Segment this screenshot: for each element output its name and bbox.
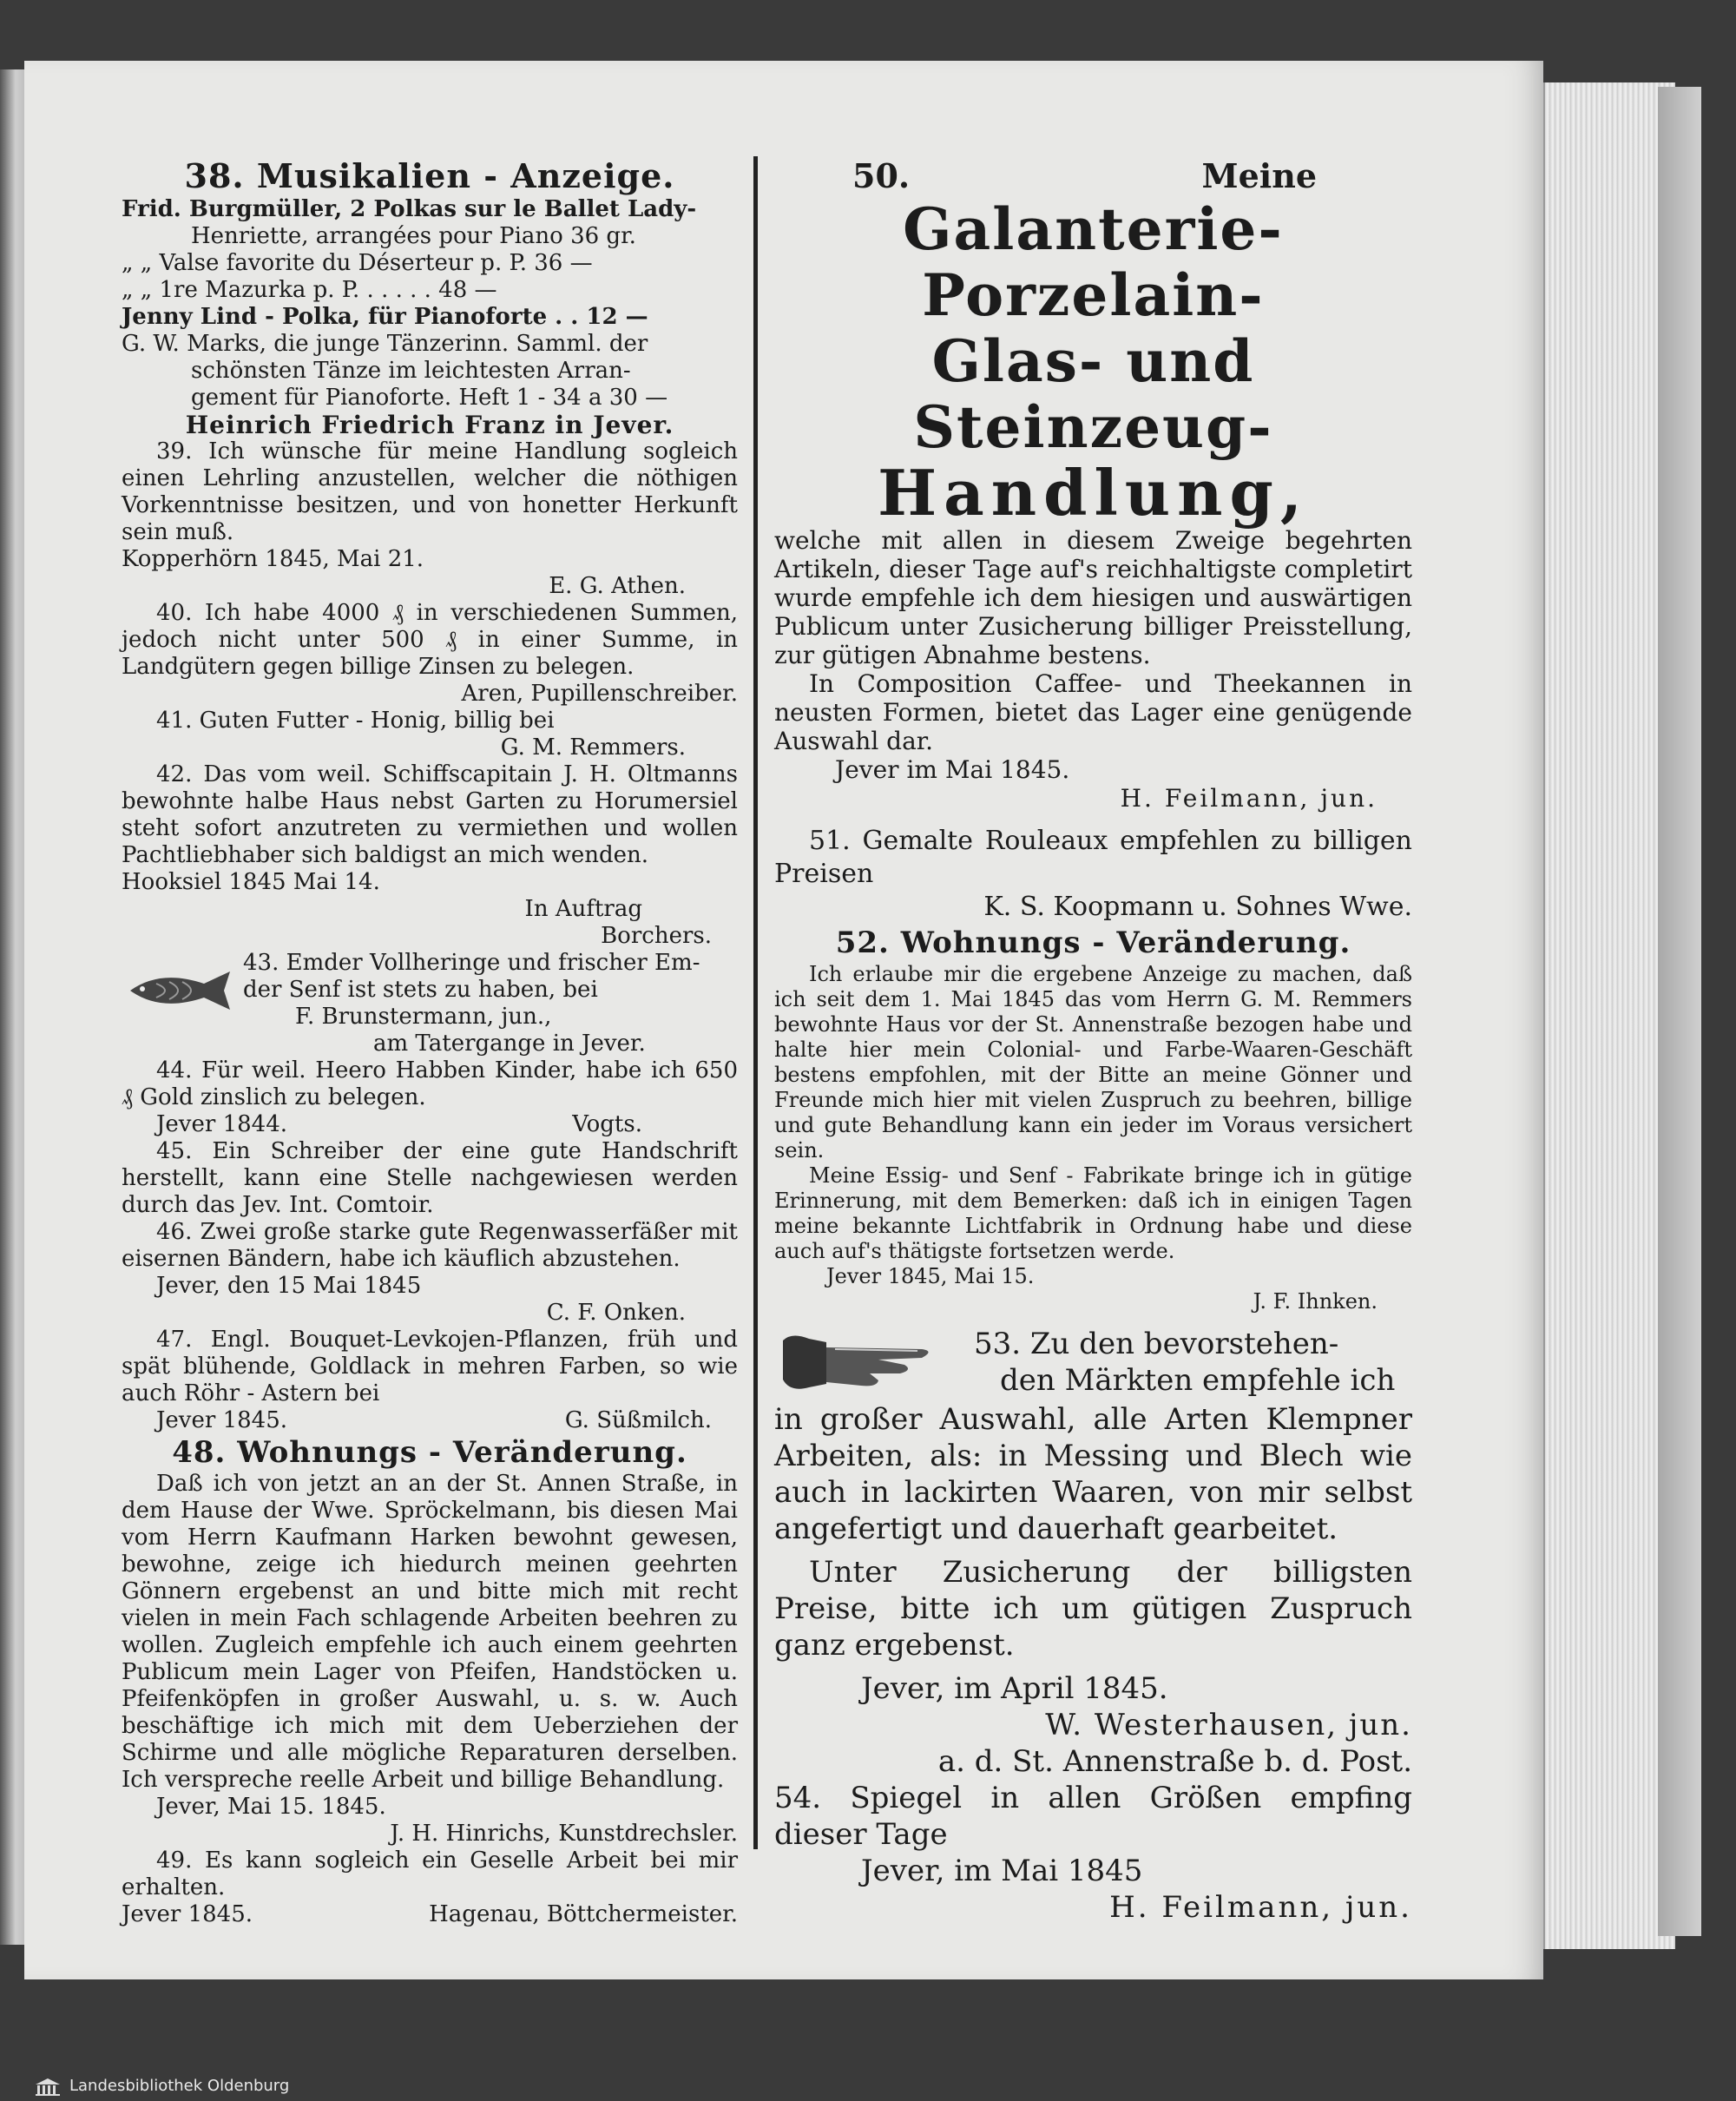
ad-54-signature: H. Feilmann, jun. <box>1109 1890 1412 1925</box>
ad-52-signature: J. F. Ihnken. <box>1253 1289 1378 1314</box>
ad-53-line-2: den Märkten empfehle ich <box>1000 1363 1396 1398</box>
ad-54-place: Jever, im Mai 1845 <box>861 1854 1143 1888</box>
book-spine-left <box>0 69 26 1945</box>
ad-50-text-2: In Composition Caffee- und Theekannen in neusten Formen, bietet das Lager eine genügende Auswahl dar. <box>774 669 1412 755</box>
ad-50-title-1: Galanterie-Porzelain- <box>903 195 1284 329</box>
ad-53-text: in großer Auswahl, alle Arten Klempner Arbeiten, als: in Messing und Blech wie auch in lackirten Waaren, von mir selbst angefertigt und dauerhaft gearbeitet. <box>774 1402 1412 1546</box>
ad-38-heading: 38. Musikalien - Anzeige. <box>184 156 675 195</box>
footer-library-name: Landesbibliothek Oldenburg <box>69 2077 290 2095</box>
ad-53-signature-2: a. d. St. Annenstraße b. d. Post. <box>937 1744 1412 1779</box>
ad-44-place: Jever 1844. <box>156 1111 288 1137</box>
ad-53-block <box>774 1323 1412 1401</box>
ad-38-line-2: Henriette, arrangées pour Piano 36 gr. <box>191 223 636 249</box>
ad-39-place: Kopperhörn 1845, Mai 21. <box>122 546 424 572</box>
ad-41-text: 41. Guten Futter - Honig, billig bei <box>156 708 555 734</box>
ad-53-text-2: Unter Zusicherung der billigsten Preise, bitte ich um gütigen Zuspruch ganz ergebenst. <box>774 1555 1412 1663</box>
ad-42-place: Hooksiel 1845 Mai 14. <box>122 869 380 895</box>
ad-49-place: Jever 1845. <box>122 1901 253 1927</box>
ad-50-word: Meine <box>1201 156 1317 195</box>
ad-42-signature-1: In Auftrag <box>524 896 642 922</box>
ad-49-signature: Hagenau, Böttchermeister. <box>429 1901 738 1927</box>
ad-38-signature: Heinrich Friedrich Franz in Jever. <box>185 411 674 439</box>
ad-53-place: Jever, im April 1845. <box>861 1671 1168 1706</box>
ad-44-footer <box>122 1111 738 1138</box>
column-rule <box>753 156 758 1849</box>
ad-38-line-3: „ „ Valse favorite du Déserteur p. P. 36 — <box>122 250 593 276</box>
ad-52-place: Jever 1845, Mai 15. <box>826 1264 1035 1288</box>
ad-50-number: 50. <box>852 156 911 195</box>
left-column <box>122 156 738 1928</box>
ad-42-text: 42. Das vom weil. Schiffscapitain J. H. Oltmanns bewohnte halbe Haus nebst Garten zu Horumersiel steht sofort anzutreten zu vermiethen und wollen Pachtliebhaber sich baldigst an mich wenden. <box>122 761 738 868</box>
ad-46-text: 46. Zwei große starke gute Regenwasserfäßer mit eisernen Bändern, habe ich käuflich abzustehen. <box>122 1219 738 1272</box>
ad-47-text: 47. Engl. Bouquet-Levkojen-Pflanzen, früh und spät blühende, Goldlack in mehren Farben, so wie auch Röhr - Astern bei <box>122 1327 738 1406</box>
ad-52-text-2: Meine Essig- und Senf - Fabrikate bringe ich in gütige Erinnerung, mit dem Bemerken: daß ich in einigen Tagen meine bekannte Lichtfabrik in Ordnung habe und diese auch auf's thätigste fortsetzen werde. <box>774 1163 1412 1263</box>
right-column <box>774 156 1412 1926</box>
ad-50-text: welche mit allen in diesem Zweige begehrten Artikeln, dieser Tage auf's reichhaltigste completirt wurde empfehle ich dem hiesigen und auswärtigen Publicum unter Zusicherung billiger Preisstellung, zur gütigen Abnahme bestens. <box>774 526 1412 669</box>
ad-50-title-3: Handlung, <box>878 456 1309 530</box>
ad-49-footer <box>122 1901 738 1928</box>
ad-41-signature: G. M. Remmers. <box>500 734 686 761</box>
ad-49-text: 49. Es kann sogleich ein Geselle Arbeit bei mir erhalten. <box>122 1847 738 1900</box>
ad-42-signature-2: Borchers. <box>601 923 712 949</box>
ad-43-line-3: F. Brunstermann, jun., <box>295 1004 552 1030</box>
ad-52-heading: 52. Wohnungs - Veränderung. <box>835 925 1351 960</box>
ad-54-text: 54. Spiegel in allen Größen empfing dieser Tage <box>774 1781 1412 1852</box>
ad-38-line-1: Frid. Burgmüller, 2 Polkas sur le Ballet Lady- <box>122 196 697 222</box>
ad-48-text: Daß ich von jetzt an an der St. Annen Straße, in dem Hause der Wwe. Spröckelmann, bis diesen Mai vom Herrn Kaufmann Harken bewohnt gewesen, bewohne, zeige ich hiedurch meinen geehrten Gönnern ergebenst an und bitte mich mit recht vielen in mein Fach schlagende Arbeiten beehren zu wollen. Zugleich empfehle ich auch einem geehrten Publicum mein Lager von Pfeifen, Handstöcken u. Pfeifenköpfen in großer Auswahl, u. s. w. Auch beschäftige ich mich mit dem Ueberziehen der Schirme und alle mögliche Reparaturen derselben. Ich verspreche reelle Arbeit und billige Behandlung. <box>122 1471 738 1793</box>
ad-48-place: Jever, Mai 15. 1845. <box>156 1794 386 1820</box>
ad-39-text: 39. Ich wünsche für meine Handlung sogleich einen Lehrling anzustellen, welcher die nöthigen Vorkenntnisse besitzen, und von honetter Herkunft sein muß. <box>122 438 738 545</box>
book-cover-edge <box>1658 87 1701 1936</box>
ad-38-line-6: G. W. Marks, die junge Tänzerinn. Samml. der <box>122 331 648 357</box>
ad-43-line-1: 43. Emder Vollheringe und frischer Em- <box>243 950 700 976</box>
ad-43-block <box>122 950 738 1031</box>
ad-47-footer <box>122 1407 738 1434</box>
ad-51-text: 51. Gemalte Rouleaux empfehlen zu billigen Preisen <box>774 826 1412 889</box>
ad-45-text: 45. Ein Schreiber der eine gute Handschrift herstellt, kann eine Stelle nachgewiesen werden durch das Jev. Int. Comtoir. <box>122 1138 738 1218</box>
fish-icon <box>122 965 243 1017</box>
ad-38-line-7: schönsten Tänze im leichtesten Arran- <box>191 358 631 384</box>
ad-53-signature-1: W. Westerhausen, jun. <box>1045 1708 1412 1742</box>
ad-47-place: Jever 1845. <box>156 1407 288 1433</box>
pointing-hand-icon <box>774 1323 974 1401</box>
ad-48-heading: 48. Wohnungs - Veränderung. <box>172 1435 687 1470</box>
ad-43-line-4: am Tatergange in Jever. <box>373 1031 646 1057</box>
ad-50-header <box>774 156 1412 196</box>
ad-39-signature: E. G. Athen. <box>549 573 686 599</box>
ad-47-signature: G. Süßmilch. <box>564 1407 712 1433</box>
ad-50-signature: H. Feilmann, jun. <box>1120 784 1378 813</box>
ad-44-signature: Vogts. <box>572 1111 642 1137</box>
ad-50-title-2: Glas- und Steinzeug- <box>913 327 1273 461</box>
page-stack-edge <box>1543 82 1675 1949</box>
ad-46-place: Jever, den 15 Mai 1845 <box>156 1273 422 1299</box>
ad-50-place: Jever im Mai 1845. <box>835 755 1070 784</box>
ad-40-text: 40. Ich habe 4000 ₰ in verschiedenen Summen, jedoch nicht unter 500 ₰ in einer Summe, in Landgütern gegen billige Zinsen zu belegen. <box>122 600 738 680</box>
library-building-icon <box>35 2078 61 2097</box>
ad-40-signature: Aren, Pupillenschreiber. <box>461 681 738 707</box>
ad-46-signature: C. F. Onken. <box>546 1300 686 1326</box>
ad-53-line-1: 53. Zu den bevorstehen- <box>974 1327 1339 1361</box>
ad-38-line-4: „ „ 1re Mazurka p. P. . . . . . 48 — <box>122 277 497 303</box>
ad-44-text: 44. Für weil. Heero Habben Kinder, habe ich 650 ₰ Gold zinslich zu belegen. <box>122 1057 738 1110</box>
ad-51-signature: K. S. Koopmann u. Sohnes Wwe. <box>983 892 1412 922</box>
ad-48-signature: J. H. Hinrichs, Kunstdrechsler. <box>390 1821 738 1847</box>
ad-43-line-2: der Senf ist stets zu haben, bei <box>243 977 598 1003</box>
ad-38-line-8: gement für Pianoforte. Heft 1 - 34 a 30 — <box>191 385 668 411</box>
ad-38-line-5: Jenny Lind - Polka, für Pianoforte . . 12 — <box>122 304 648 330</box>
ad-52-text: Ich erlaube mir die ergebene Anzeige zu machen, daß ich seit dem 1. Mai 1845 das vom Herrn G. M. Remmers bewohnte Haus vor der St. Annenstraße bezogen habe und halte hier mein Colonial- und Farbe-Waaren-Geschäft bestens empfohlen, mit der Bitte an meine Gönner und Freunde mich hier mit vielen Zuspruch zu beehren, billige und gute Behandlung kann ein jeder im Voraus versichert sein. <box>774 962 1412 1162</box>
